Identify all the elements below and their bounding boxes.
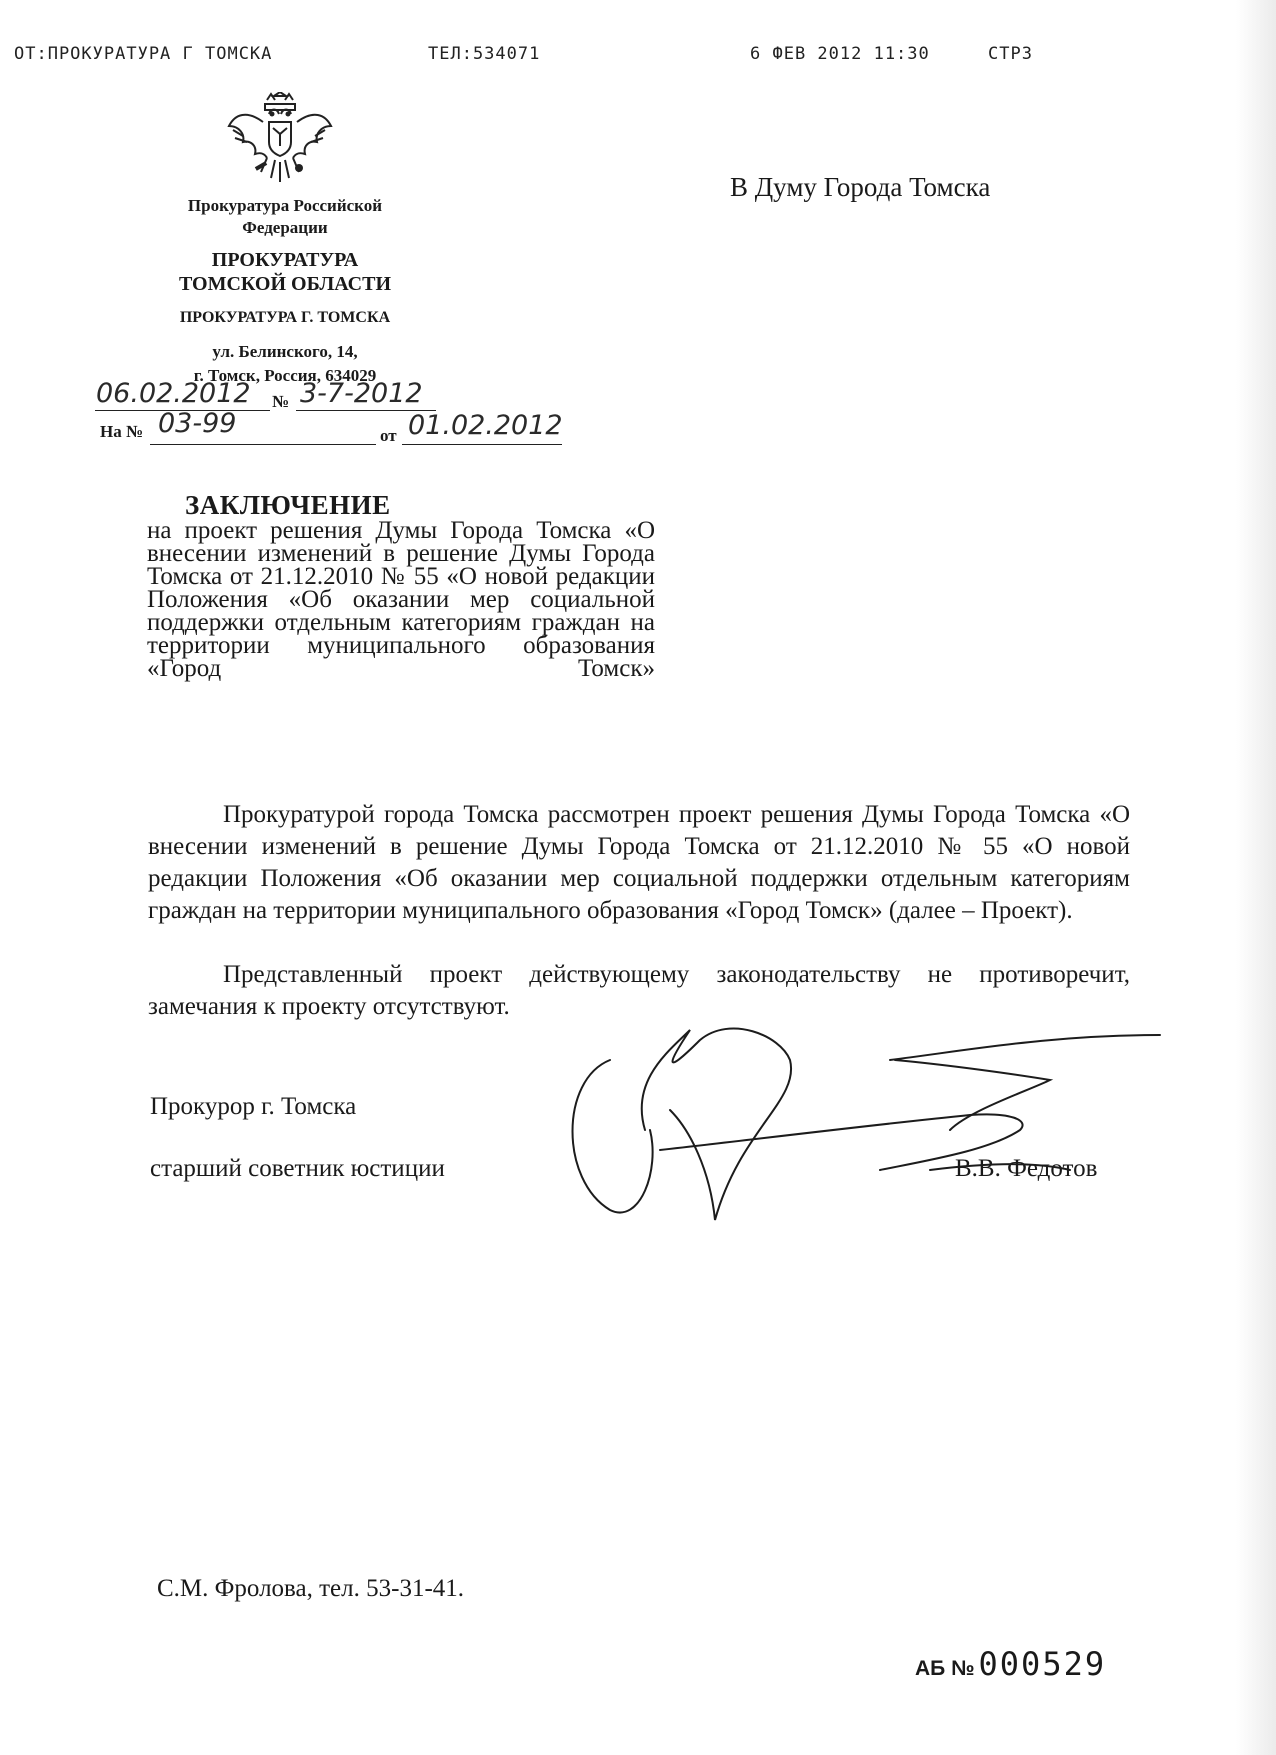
fax-page: СТР3 — [988, 44, 1033, 64]
signatory-name: В.В. Федотов — [955, 1155, 1098, 1182]
body-paragraph-2: Представленный проект действующему законодательству не противоречит, замечания к проекту отсутствуют. — [148, 961, 1130, 1020]
form-series-label: АБ № — [915, 1657, 975, 1680]
outgoing-number-label: № — [272, 392, 290, 411]
letterhead-address2: г. Томск, Россия, 634029 — [193, 366, 377, 385]
letterhead-line2: Федерации — [242, 218, 328, 237]
document-title: ЗАКЛЮЧЕНИЕ — [185, 490, 391, 520]
scan-edge-shadow — [1236, 0, 1276, 1755]
fax-sender: ОТ:ПРОКУРАТУРА Г ТОМСКА — [14, 44, 273, 64]
executor-contact: С.М. Фролова, тел. 53-31-41. — [157, 1575, 465, 1602]
letterhead-line5: ПРОКУРАТУРА Г. ТОМСКА — [179, 309, 391, 326]
letterhead-line4: ТОМСКОЙ ОБЛАСТИ — [178, 273, 392, 295]
fax-datetime: 6 ФЕВ 2012 11:30 — [750, 44, 930, 64]
letterhead-address1: ул. Белинского, 14, — [212, 342, 358, 361]
signatory-rank: старший советник юстиции — [150, 1155, 445, 1182]
outgoing-number: 3-7-2012 — [300, 378, 423, 409]
letterhead-line1: Прокуратура Российской — [187, 196, 383, 215]
reference-number-rule — [150, 444, 376, 445]
coat-of-arms-icon — [225, 92, 335, 192]
form-series-stamp — [915, 1645, 1106, 1683]
reference-date-rule — [402, 444, 562, 445]
reference-number: 03-99 — [158, 408, 237, 439]
body-paragraph-1: Прокуратурой города Томска рассмотрен проект решения Думы Города Томска «О внесении изменений в решение Думы Города Томска от 21.12.2010 № 55 «О новой редакции Положения «Об оказании мер социальной поддержки отдельным категориям граждан на территории муниципального образования «Город Томск» (далее – Проект). — [148, 801, 1130, 924]
fax-phone: ТЕЛ:534071 — [428, 44, 541, 64]
form-series-number: 000529 — [978, 1645, 1107, 1683]
outgoing-date: 06.02.2012 — [96, 378, 251, 409]
document-subject: на проект решения Думы Города Томска «О внесении изменений в решение Думы Города Томска от 21.12.2010 № 55 «О новой редакции Положения «Об оказании мер социальной поддержки отдельным категориям граждан на территории муниципального образования «Город Томск» — [147, 517, 655, 682]
reference-number-label: На № — [100, 422, 144, 441]
reference-date-label: от — [380, 426, 397, 445]
reference-date: 01.02.2012 — [408, 410, 563, 441]
addressee: В Думу Города Томска — [730, 172, 991, 202]
signatory-position: Прокурор г. Томска — [150, 1093, 357, 1120]
handwritten-signature — [550, 1020, 1170, 1245]
letterhead-line3: ПРОКУРАТУРА — [211, 249, 359, 271]
